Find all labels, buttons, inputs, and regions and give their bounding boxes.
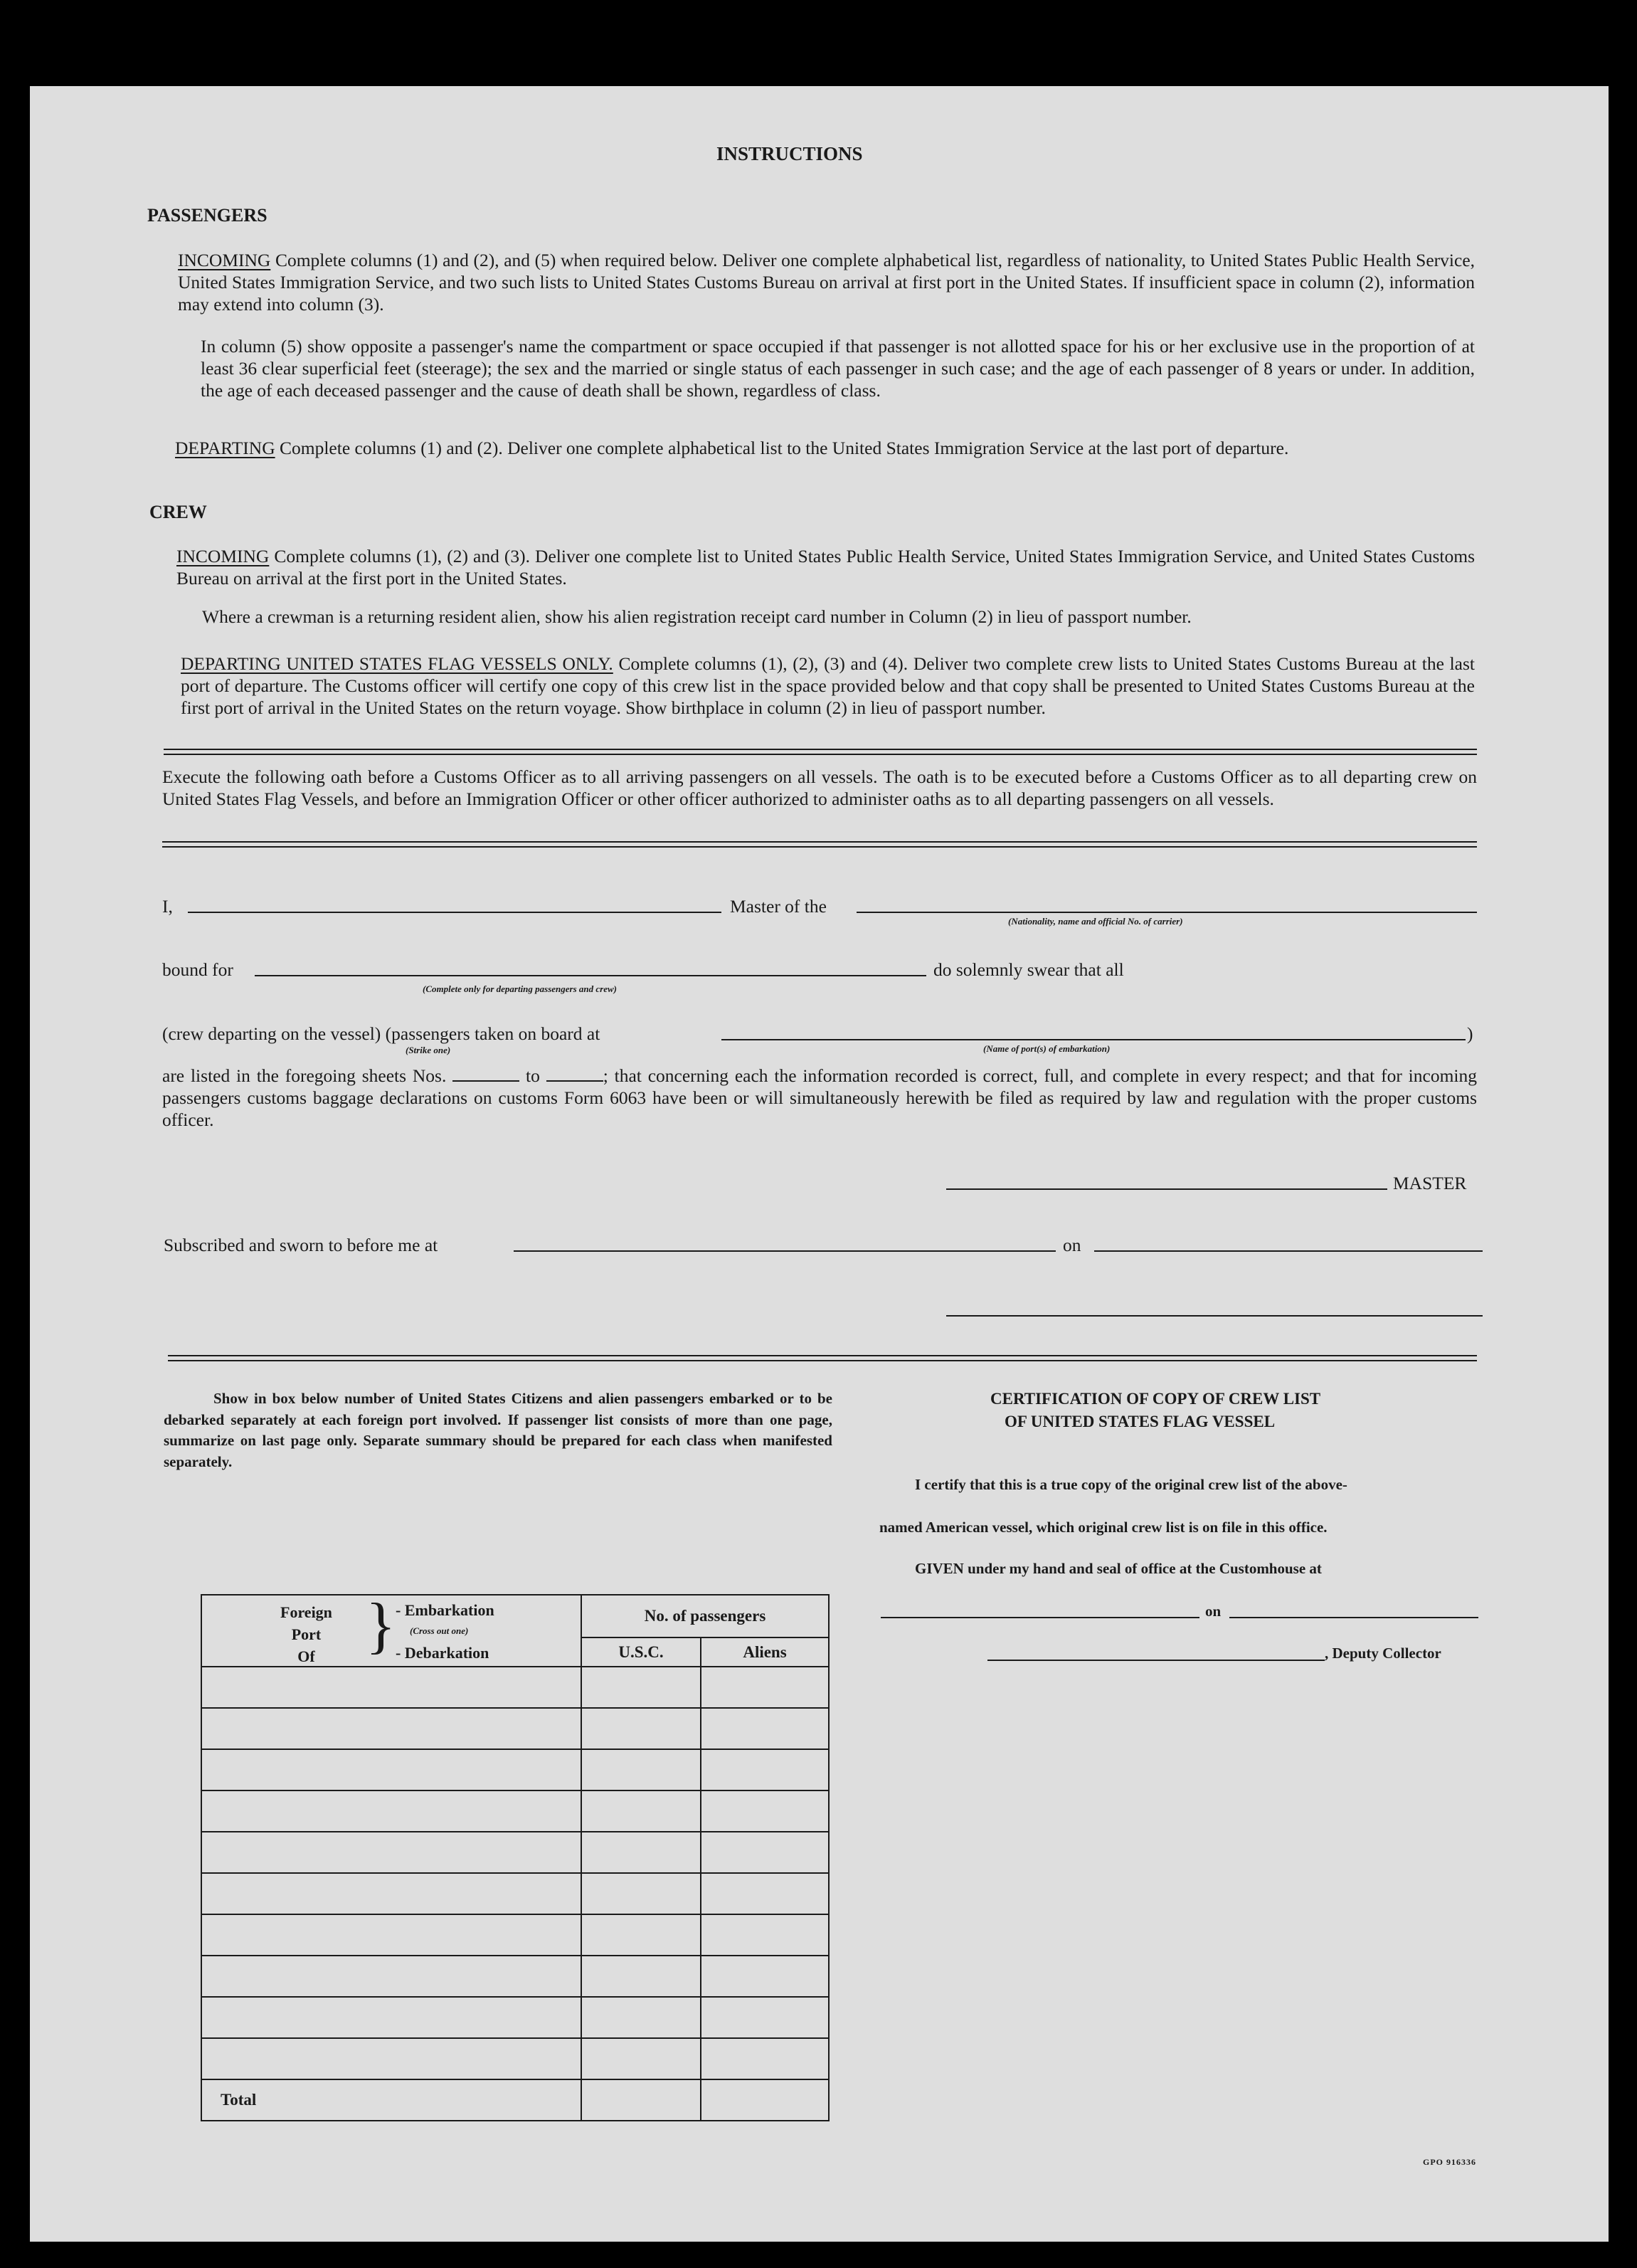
carrier-hint: (Nationality, name and official No. of carrier)	[1008, 916, 1183, 927]
usc-cell[interactable]	[581, 2038, 701, 2079]
crew-passengers-label: (crew departing on the vessel) (passengers taken on board at	[162, 1023, 600, 1044]
bound-for-field[interactable]	[255, 975, 926, 976]
strike-hint: (Strike one)	[406, 1045, 451, 1055]
aliens-header: Aliens	[701, 1637, 829, 1667]
given-line: GIVEN under my hand and seal of office at the Customhouse at	[915, 1560, 1322, 1577]
usc-cell[interactable]	[581, 1667, 701, 1708]
sheet-from-field[interactable]	[452, 1066, 519, 1082]
page-title: INSTRUCTIONS	[716, 143, 863, 164]
passengers-incoming-para	[178, 249, 1475, 315]
section-divider	[168, 1355, 1477, 1361]
table-row	[201, 1667, 829, 1708]
aliens-cell[interactable]	[701, 1997, 829, 2038]
crew-resident-text: Where a crewman is a returning resident alien, show his alien registration receipt card number in Column (2) in lieu of passport number.	[202, 606, 1192, 627]
section-divider	[162, 841, 1477, 848]
foreign-port-label	[280, 1601, 332, 1667]
aliens-cell[interactable]	[701, 1914, 829, 1956]
certification-title	[990, 1388, 1559, 1433]
total-row	[201, 2079, 829, 2121]
on-label: on	[1063, 1235, 1081, 1255]
crew-incoming-text: Complete columns (1), (2) and (3). Deliver one complete list to United States Public Health Service, United States Immigration Service, and United States Customs Bureau on arrival at the first port in the United States.	[176, 546, 1476, 589]
table-row	[201, 1997, 829, 2038]
crew-departing-text: Complete columns (1), (2), (3) and (4). Deliver two complete crew lists to United States Customs Bureau at the last port of departure. The Customs officer will certify one copy of this crew list in the space provided below and that copy shall be presented to United States Customs Bureau at the first port of arrival in the United States on the return voyage. Show birthplace in column (2) in lieu of passport number.	[181, 653, 1475, 718]
port-cell[interactable]	[201, 1667, 581, 1708]
usc-cell[interactable]	[581, 1790, 701, 1832]
port-cell[interactable]	[201, 1790, 581, 1832]
master-of-label: Master of the	[730, 896, 827, 917]
table-row	[201, 1914, 829, 1956]
listed-paragraph	[162, 1065, 1477, 1131]
aliens-cell[interactable]	[701, 1667, 829, 1708]
master-name-field[interactable]	[188, 912, 721, 913]
table-row	[201, 1873, 829, 1914]
passengers-departing-para	[175, 437, 1475, 459]
port-cell[interactable]	[201, 1914, 581, 1956]
summary-instructions: Show in box below number of United States Citizens and alien passengers embarked or to be debarked separately at each foreign port involved. If passenger list consists of more than one page, summarize on last page only. Separate summary should be prepared for each class when manifested separately.	[164, 1390, 832, 1470]
crew-departing-para	[181, 653, 1475, 719]
passengers-departing-label: DEPARTING	[175, 438, 275, 458]
brace-icon: }	[366, 1591, 396, 1660]
subscribed-label: Subscribed and sworn to before me at	[164, 1235, 438, 1255]
table-row	[201, 1749, 829, 1790]
listed-prefix: are listed in the foregoing sheets Nos.	[162, 1065, 447, 1086]
port-cell[interactable]	[201, 1956, 581, 1997]
total-label: Total	[201, 2079, 581, 2121]
usc-cell[interactable]	[581, 1873, 701, 1914]
port-cell[interactable]	[201, 1997, 581, 2038]
oath-i-label: I,	[162, 896, 173, 917]
cert-on-label: on	[1205, 1603, 1222, 1620]
passengers-incoming-text: Complete columns (1) and (2), and (5) when required below. Deliver one complete alphabetical list, regardless of nationality, to United States Public Health Service, United States Immigration Service, and two such lists to United States Customs Bureau on arrival at first port in the United States. If insufficient space in column (2), information may extend into column (3).	[178, 250, 1476, 315]
crew-departing-label: DEPARTING UNITED STATES FLAG VESSELS ONLY.	[181, 653, 613, 674]
footer-code: GPO 916336	[1423, 2157, 1476, 2167]
certification-title-line2: OF UNITED STATES FLAG VESSEL	[1005, 1413, 1276, 1430]
usc-cell[interactable]	[581, 1997, 701, 2038]
officer-signature-field[interactable]	[946, 1315, 1483, 1317]
port-label: Port	[291, 1625, 322, 1643]
table-row	[201, 1708, 829, 1749]
table-row	[201, 1832, 829, 1873]
master-signature-field[interactable]	[946, 1188, 1387, 1190]
bound-for-label: bound for	[162, 959, 233, 980]
passengers-heading: PASSENGERS	[147, 205, 267, 226]
master-label: MASTER	[1393, 1173, 1467, 1193]
aliens-cell[interactable]	[701, 1790, 829, 1832]
oath-intro: Execute the following oath before a Customs Officer as to all arriving passengers on all vessels. The oath is to be executed before a Customs Officer as to all departing crew on United States Flag Vessels, and before an Immigration Officer or other officer authorized to administer oaths as to all departing passengers on all vessels.	[162, 766, 1477, 809]
usc-cell[interactable]	[581, 1749, 701, 1790]
of-label: Of	[297, 1647, 315, 1665]
close-paren: )	[1467, 1023, 1473, 1044]
usc-total-cell[interactable]	[581, 2079, 701, 2121]
embarkation-label: - Embarkation	[396, 1601, 494, 1619]
sheet-to-field[interactable]	[546, 1066, 603, 1082]
deputy-signature-field[interactable]	[987, 1660, 1325, 1661]
usc-header: U.S.C.	[581, 1637, 701, 1667]
crew-heading: CREW	[149, 502, 207, 522]
certify-line2: named American vessel, which original crew list is on file in this office.	[879, 1519, 1328, 1536]
sworn-at-field[interactable]	[514, 1250, 1056, 1252]
carrier-field[interactable]	[857, 912, 1477, 913]
usc-cell[interactable]	[581, 1956, 701, 1997]
to-label: to	[526, 1065, 540, 1086]
debarkation-label: - Debarkation	[396, 1644, 489, 1662]
passengers-column5-text: In column (5) show opposite a passenger's name the compartment or space occupied if that passenger is not allotted space for his or her exclusive use in the proportion of at least 36 clear superficial feet (steerage); the sex and the married or single status of each passenger in such case; and the age of each passenger of 8 years or under. In addition, the age of each deceased passenger and the cause of death shall be shown, regardless of class.	[201, 336, 1475, 401]
certify-line1: I certify that this is a true copy of the original crew list of the above-	[915, 1476, 1347, 1493]
no-of-passengers-header: No. of passengers	[581, 1595, 829, 1637]
embarkation-ports-field[interactable]	[721, 1039, 1466, 1040]
table-row	[201, 1790, 829, 1832]
aliens-cell[interactable]	[701, 1708, 829, 1749]
listed-text: ; that concerning each the information recorded is correct, full, and complete in every respect; and that for incoming passengers customs baggage declarations on customs Form 6063 have been or will simultaneously herewith be filed as required by law and regulation with the proper customs officer.	[162, 1065, 1478, 1130]
table-row	[201, 1956, 829, 1997]
port-cell[interactable]	[201, 1749, 581, 1790]
table-row	[201, 2038, 829, 2079]
aliens-cell[interactable]	[701, 1956, 829, 1997]
swear-label: do solemnly swear that all	[933, 959, 1124, 980]
port-cell[interactable]	[201, 1832, 581, 1873]
aliens-cell[interactable]	[701, 1873, 829, 1914]
foreign-label: Foreign	[280, 1603, 332, 1621]
port-cell[interactable]	[201, 1708, 581, 1749]
cross-out-hint: (Cross out one)	[410, 1625, 469, 1636]
crew-incoming-label: INCOMING	[176, 546, 270, 566]
passengers-incoming-label: INCOMING	[178, 250, 271, 270]
crew-incoming-para	[176, 545, 1475, 589]
aliens-cell[interactable]	[701, 1832, 829, 1873]
aliens-total-cell[interactable]	[701, 2079, 829, 2121]
foreign-port-header	[201, 1591, 581, 1667]
aliens-cell[interactable]	[701, 1749, 829, 1790]
sworn-date-field[interactable]	[1094, 1250, 1483, 1252]
cert-date-field[interactable]	[1229, 1617, 1478, 1618]
port-cell[interactable]	[201, 1873, 581, 1914]
certification-title-line1: CERTIFICATION OF COPY OF CREW LIST	[990, 1390, 1321, 1408]
usc-cell[interactable]	[581, 1708, 701, 1749]
customhouse-field[interactable]	[881, 1617, 1199, 1618]
usc-cell[interactable]	[581, 1832, 701, 1873]
ports-hint: (Name of port(s) of embarkation)	[983, 1043, 1111, 1054]
usc-cell[interactable]	[581, 1914, 701, 1956]
aliens-cell[interactable]	[701, 2038, 829, 2079]
passengers-departing-text: Complete columns (1) and (2). Deliver one complete alphabetical list to the United States Immigration Service at the last port of departure.	[280, 438, 1289, 458]
passenger-summary-table	[201, 1591, 830, 2121]
form-sheet	[30, 86, 1609, 2242]
bound-hint: (Complete only for departing passengers and crew)	[423, 983, 617, 994]
port-cell[interactable]	[201, 2038, 581, 2079]
deputy-label: , Deputy Collector	[1325, 1645, 1441, 1662]
section-divider	[164, 749, 1477, 755]
